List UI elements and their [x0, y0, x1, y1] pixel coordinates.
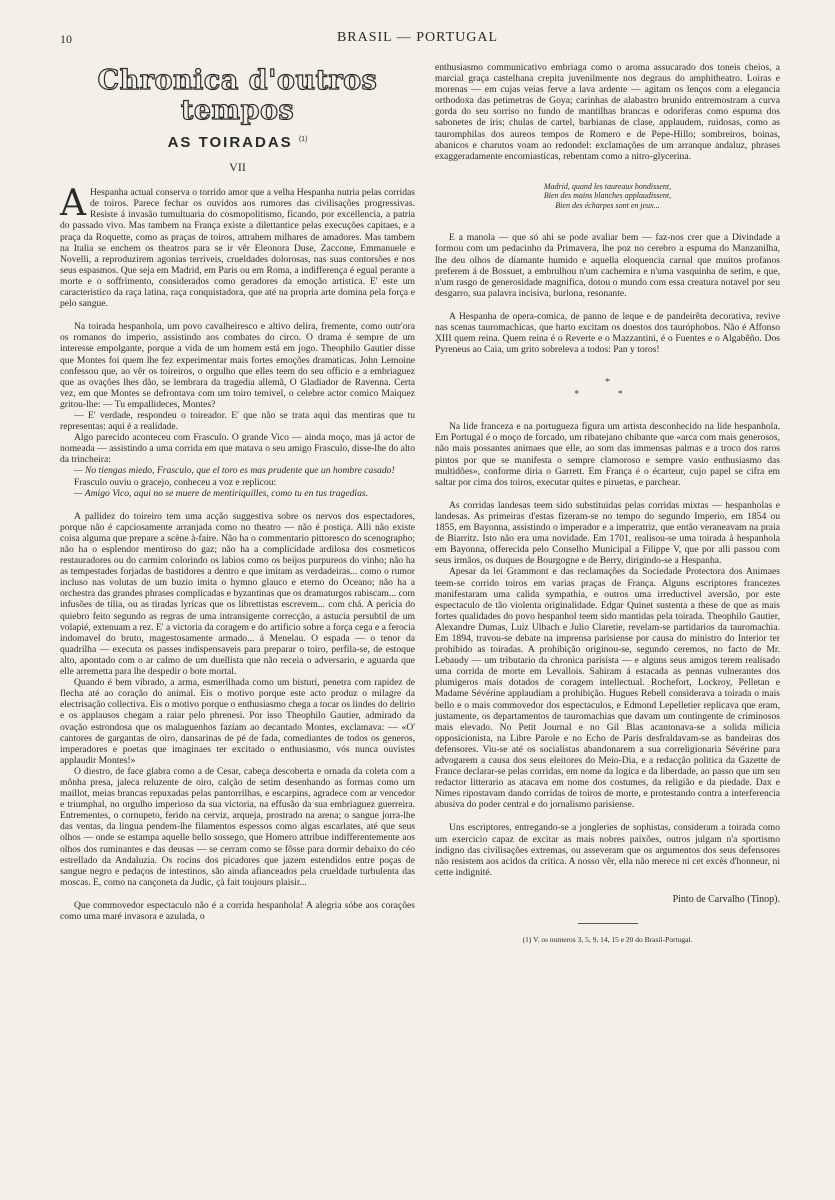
running-head: BRASIL — PORTUGAL — [336, 30, 499, 45]
paragraph: A Hespanha de opera-comica, de panno de leque e de pandeirêta decorativa, revive nas scenas tauromachicas, que harto excitam os doestos dos tauróphobos. Não é Affonso XIII quem reina. Quem reina é o Reverte e o Mazzantini, é o Fuentes e o Algabêño. Dos Pyreneus ao Caia, um grito sobreleva a todos: Pan y toros! — [435, 310, 780, 356]
verse-quote — [435, 182, 780, 211]
section-number: VII — [229, 160, 246, 175]
paragraph: Que commovedor espectaculo não é a corrida hespanhola! A alegria sóbe aos corações como uma maré invasora e azulada, o — [60, 899, 415, 922]
paragraph: Algo parecido aconteceu com Frasculo. O grande Vico — ainda moço, mas já actor de nomeada — assistindo a uma corrida em que matava o seu amigo Frasculo, disse-lhe do alto da trincheira: — [60, 432, 415, 466]
paragraph: — Amigo Vico, aqui no se muere de mentiriquilles, como tu en tus tragedias. — [74, 487, 368, 499]
verse-line: Madrid, quand les taureaux bondissent, — [543, 181, 672, 191]
article-subtitle — [60, 134, 415, 151]
paragraph: Na lide franceza e na portugueza figura um artista desconhecido na lide hespanhola. Em Portugal é o moço de forcado, um ribatejano chibante que «arca com mais generosos, não mais possantes animaes que elle, ao som das immensas palmas e a troco dos raros pintos por que se manifesta o sempre clamoroso e sempre vasio enthusiasmo das multidões», conforme diria o Garrett. Em França é o écarteur, cujo papel se cifra em saltar por cima dos toiros, executar quites e piruetas, e parchear. — [435, 421, 780, 488]
article-title: Chronica d'outros tempos — [97, 65, 378, 126]
footnote-rule — [578, 923, 638, 924]
paragraph: Quando é bem vibrado, a arma, esmerilhada como um bisturi, penetra com rapidez de flecha até ao coração do animal. Eis o motivo porque este acto produz o milagre da electrisação collectiva. Eis o motivo porque o enthusiasmo chega a tocar os lindes do delirio e os applausos chegam a raiar pelo phrenesi. Por isso Theophilo Gautier, admirado da ovação estrondosa que os malaguenhos faziam ao decantado Montes, exclamava: — «O' cantores de gargantas de oiro, dansarinas de pé de fada, comediantes de todos os generos, imperadores e poetas que imaginaes ter excitado o enthusiasmo, vós nunca ouvistes applaudir Montes!» — [60, 677, 415, 766]
subtitle-note: (1) — [298, 136, 308, 143]
paragraph: — No tiengas miedo, Frasculo, que el toro es mas prudente que un hombre casado! — [74, 465, 395, 477]
left-column — [60, 62, 415, 922]
page-number: 10 — [60, 32, 72, 46]
asterism-top: * — [605, 377, 610, 389]
paragraph: Frasculo ouviu o gracejo, conheceu a voz e replicou: — [74, 476, 277, 488]
paragraph: O diestro, de face glabra como a de Cesar, cabeça descoberta e ornada da coleta com a mônha presa, jaleca reluzente de oiro, calção de setim desenhando as formas como um maillot, meias brancas repuxadas pelas pantorrilhas, e escarpins, agradece com ar vencedor e triumphal, no orgulho imperioso da sua victoria, na effusão da sua embriaguez guerreira. Entrementes, o cornupeto, ferido na cerviz, arqueja, prostrado na arena; o sangue jorra-lhe das ventas, da lingua pendem-lhe filamentos espessos como algas escarlates, até que seus olhos — onde se estampa aquelle bello sossego, que Homero attribue indifferentemente aos olhos dos ruminantes e das deusas — se cerram como se fôsse para dormir debaixo do céo estrellado da Andaluzia. Os rocins dos picadores que jazem estendidos entre poças de sangue negro e pedaços de intestinos, são ainda afianceados pela crueldade turbulenta das moscas. E, como na cançoneta da Judic, çà fait toujours plaisir... — [60, 765, 415, 888]
paragraph-text: Hespanha actual conserva o torrido amor que a velha Hespanha nutria pelas corridas de toiros. Parece fechar os ouvidos aos rumores das civilisações progressivas. Resiste á invasão tumultuaria do cosmopolitismo, ficando, por excellencia, a patria do passado vivo. Mas tambem na França existe a dilettantice pelas execuções capitaes, e a praça da Roquette, como as praças de toiros, attrahem milhares de amadores. Mas tambem na Italia se enchem os theatros para se ir vêr Eleonora Duse, Zaccone, Emmanuele e Novelli, a reproduzirem agonias terriveis, crueldades dolorosas, nas suas contorsões e nos seus espasmos. Que seja em Madrid, em Paris ou em Roma, a indifferença é egual perante a morte e o soffrimento, considerados como geradores da emoção artistica. E' este um caracteristico da raça latina, raça conquistadora, que até na propria arte domina pela força e pelo sangue. — [60, 187, 415, 310]
paragraph: Na toirada hespanhola, um povo cavalheiresco e altivo delira, fremente, como outr'ora os romanos do imperio, assistindo aos combates do circo. O drama é sempre de um interesse empolgante, porque a vida de um homem está em jogo. Theophilo Gautier disse que Montes foi quem lhe fez experimentar mais fortes emoções dramaticas. John Lemoine confessou que, ao vêr os toireiros, o orgulho que elles teem do seu officio e a embriaguez que as ovações lhes dão, se lembrara da tragedia allemã, O Gladiador de Ravenna. Certa vez, em que Montes se defrontava com um toiro temivel, o celebre actor comico Maiquez gritou-lhe: — Tu empallideces, Montes? — [60, 321, 415, 410]
paragraph: E a manola — que só ahi se pode avaliar bem — faz-nos crer que a Divindade a formou com um pedacinho da Primavera, lhe poz no cerebro a espuma do Manzanilha, lhe deu olhos de diamante humido e aquella eloquencia carnal que muitos profanos preferem á de Bossuet, a embrulhou n'um cachemira e n'uma vasquinha de setim, e que, n'um rasgo de generosidade magnifica, dotou o mundo com essa creatura notavel por seu desgarro, sua palavra incisiva, burlona, resonante. — [435, 232, 780, 299]
paragraph: — E' verdade, respondeu o toireador. E' que não se trata aqui das mentiras que tu representas: aqui é a realidade. — [60, 409, 415, 433]
verse-line: Bien des écharpes sont en jeux... — [555, 200, 660, 210]
paragraph — [60, 183, 415, 310]
paragraph: Apesar da lei Grammont e das reclamações da Sociedade Protectora dos Animaes teem-se corrido toiros em varias praças de França. Alguns escriptores francezes manifestaram uma calida sympathia, e outros uma irreductivel aversão, por este espectaculo de tão violenta originalidade. Edgar Quinet sustenta a these de que as mais fortes qualidades do povo hespanhol teem sido mantidas pela toirada. Theophilo Gautier, Alexandre Dumas, Luiz Ulbach e Julio Claretie, revelam-se partidarios da tauromachia. Em 1894, travou-se debate na imprensa parisiense por causa do ministro do Interior ter prohibido as toiradas. A prohibição originou-se, segundo ceremos, no facto de Mr. Lebaudy — um tributario da chronica parisista — e alguns seus amigos terem realisado uma corrida de morte em Levallois. Sahiram á estacada as pennas vulnerantes dos plumigeros mais dotados de coragem intellectual. Rochefort, Lockroy, Pelletan e Madame Sévérine applaudiam a prohibição. Hugues Rebell considerava a toirada o mais bello e o mais commovedor dos espectaculos, e Edmond Lepelletier replicava que eram, justamente, os departamentos de tauromachias que davam um contingente de criminosos mais elevado. No Petit Journal e no Gil Blas acantonava-se a solida milicia opposicionista, na Libre Parole e no Echo de Paris desfraldavam-se as bandeiras dos defensores. Viu-se até os socialistas abandonarem a sua correligionaria Sévérine para advogarem a causa dos seus eleitores do Meio-Dia, e a redacção politica da Gazette de France declarar-se pelas corridas, em nome da logica e da liberdade, ao passo que um seu redactor litterario as atacava em nome dos costumes, da religião e da piedade. Dax e Nimes ripostavam dando corridas de toiros de morte, e protestando contra a interferencia abusiva do poder central e do jornalismo parisiense. — [435, 566, 780, 811]
right-column — [435, 62, 780, 945]
author-signature: Pinto de Carvalho (Tinop). — [672, 893, 780, 905]
page-header — [60, 30, 775, 50]
verse-line: Bien des mains blanches applaudissent, — [543, 191, 672, 201]
asterism-bottom: * * — [574, 389, 641, 401]
paragraph: A pallidez do toireiro tem uma acção suggestiva sobre os nervos dos espectadores, porque não é capciosamente arranjada como no theatro — não é postiça. Alli não existe coisa alguma que prepare a scène à-faire. Não ha o commentario pittoresco do scenographo; não ha o esplendor mentiroso do gaz; não ha a complicidade ardilosa dos cosmeticos restauradores ou do carmim colorindo os labios como os beijos purpureos do vinho; não ha as tempestades forjadas de bastidores a dentro e que imitam as verdadeiras... como o rumor incluso nas volutas de um buzio imita o hymno glauco e eterno do Oceano; não ha a orchestra das grandes phrases complicadas e byzantinas que os dramaturgos rabiscam... com infusões de tilia, ou as tiradas lyricas que os librettistas escrevem... com chá. A pericia do quiebro feito segundo as regras de uma intransigente correcção, a astucia persubtil de um volapié, extenuam a rez. E' a victoria da coragem e do artificio sobre a força cega e a ferocia indomavel do bruto, magestosamente armado... á Menelau. O espada — o tenor da quadrilha — executa os passes indispensaveis para preparar o toiro, perfila-se, de estoque alto, apontado com o ar calmo de um duellista que não receia o adversario, e aguarda que elle arremetta para lhe despedir o bote mortal. — [60, 510, 415, 678]
footnote: (1) V. os numeros 3, 5, 9, 14, 15 e 20 do Brasil-Portugal. — [522, 935, 693, 945]
subtitle-text: AS TOIRADAS — [167, 134, 293, 151]
paragraph: enthusiasmo communicativo embriaga como o aroma assucarado dos toneis cheios, a marcial graça castelhana crepita juvenilmente nos degraus do amphitheatro. Loiras e morenas — em cujas veias ferve a lava ardente — agitam os lenços com a elegancia orthodoxa das petimetras de Goya; carinhas de alabastro brunido entremostram a curva gorda do seu sorriso no fundo de mantilhas brancas e odoriferas como espuma dos sabonetes de iris; chulas de cartel, barbianas de clase, applaudem, ruidosas, como as tauromphilas dos aureos tempos de Romero e de Pepe-Hillo; sombreiros, boinas, abanicos e charutos voam ao redondel: exclamações de um arranque andaluz, phrases exaggeradamente encomiasticas, rebentam como a nitro-glycerina. — [435, 62, 780, 162]
paragraph: As corridas landesas teem sido substituidas pelas corridas mixtas — hespanholas e landesas. As primeiras d'estas fizeram-se no tempo do segundo Imperio, em 1854 ou 1855, em Bayonna, assistindo o imperador e a imperatriz, que então veraneavam na praia de Biarritz. Isto não era uma novidade. Em 1701, realisou-se uma toirada á hespanhola em Bayonna, offerecida pelo Conselho Municipal a Filippe V, que por alli passou com seus irmãos, os duques de Bourgogne e de Berry, dirigindo-se a Hespanha. — [435, 499, 780, 567]
paragraph: Uns escriptores, entregando-se a jongleries de sophistas, consideram a toirada como um exercicio capaz de excitar as mais nobres paixões, outros julgam n'a sportismo indigno das civilisações extremas, ou asseveram que os argumentos dos seus defensores não resistem aos acidos da critica. A nosso vêr, ella não merece ni cet excès d'honneur, ni cette indignité. — [435, 822, 780, 878]
dropcap: A — [60, 183, 86, 225]
asterism-divider — [435, 377, 780, 401]
